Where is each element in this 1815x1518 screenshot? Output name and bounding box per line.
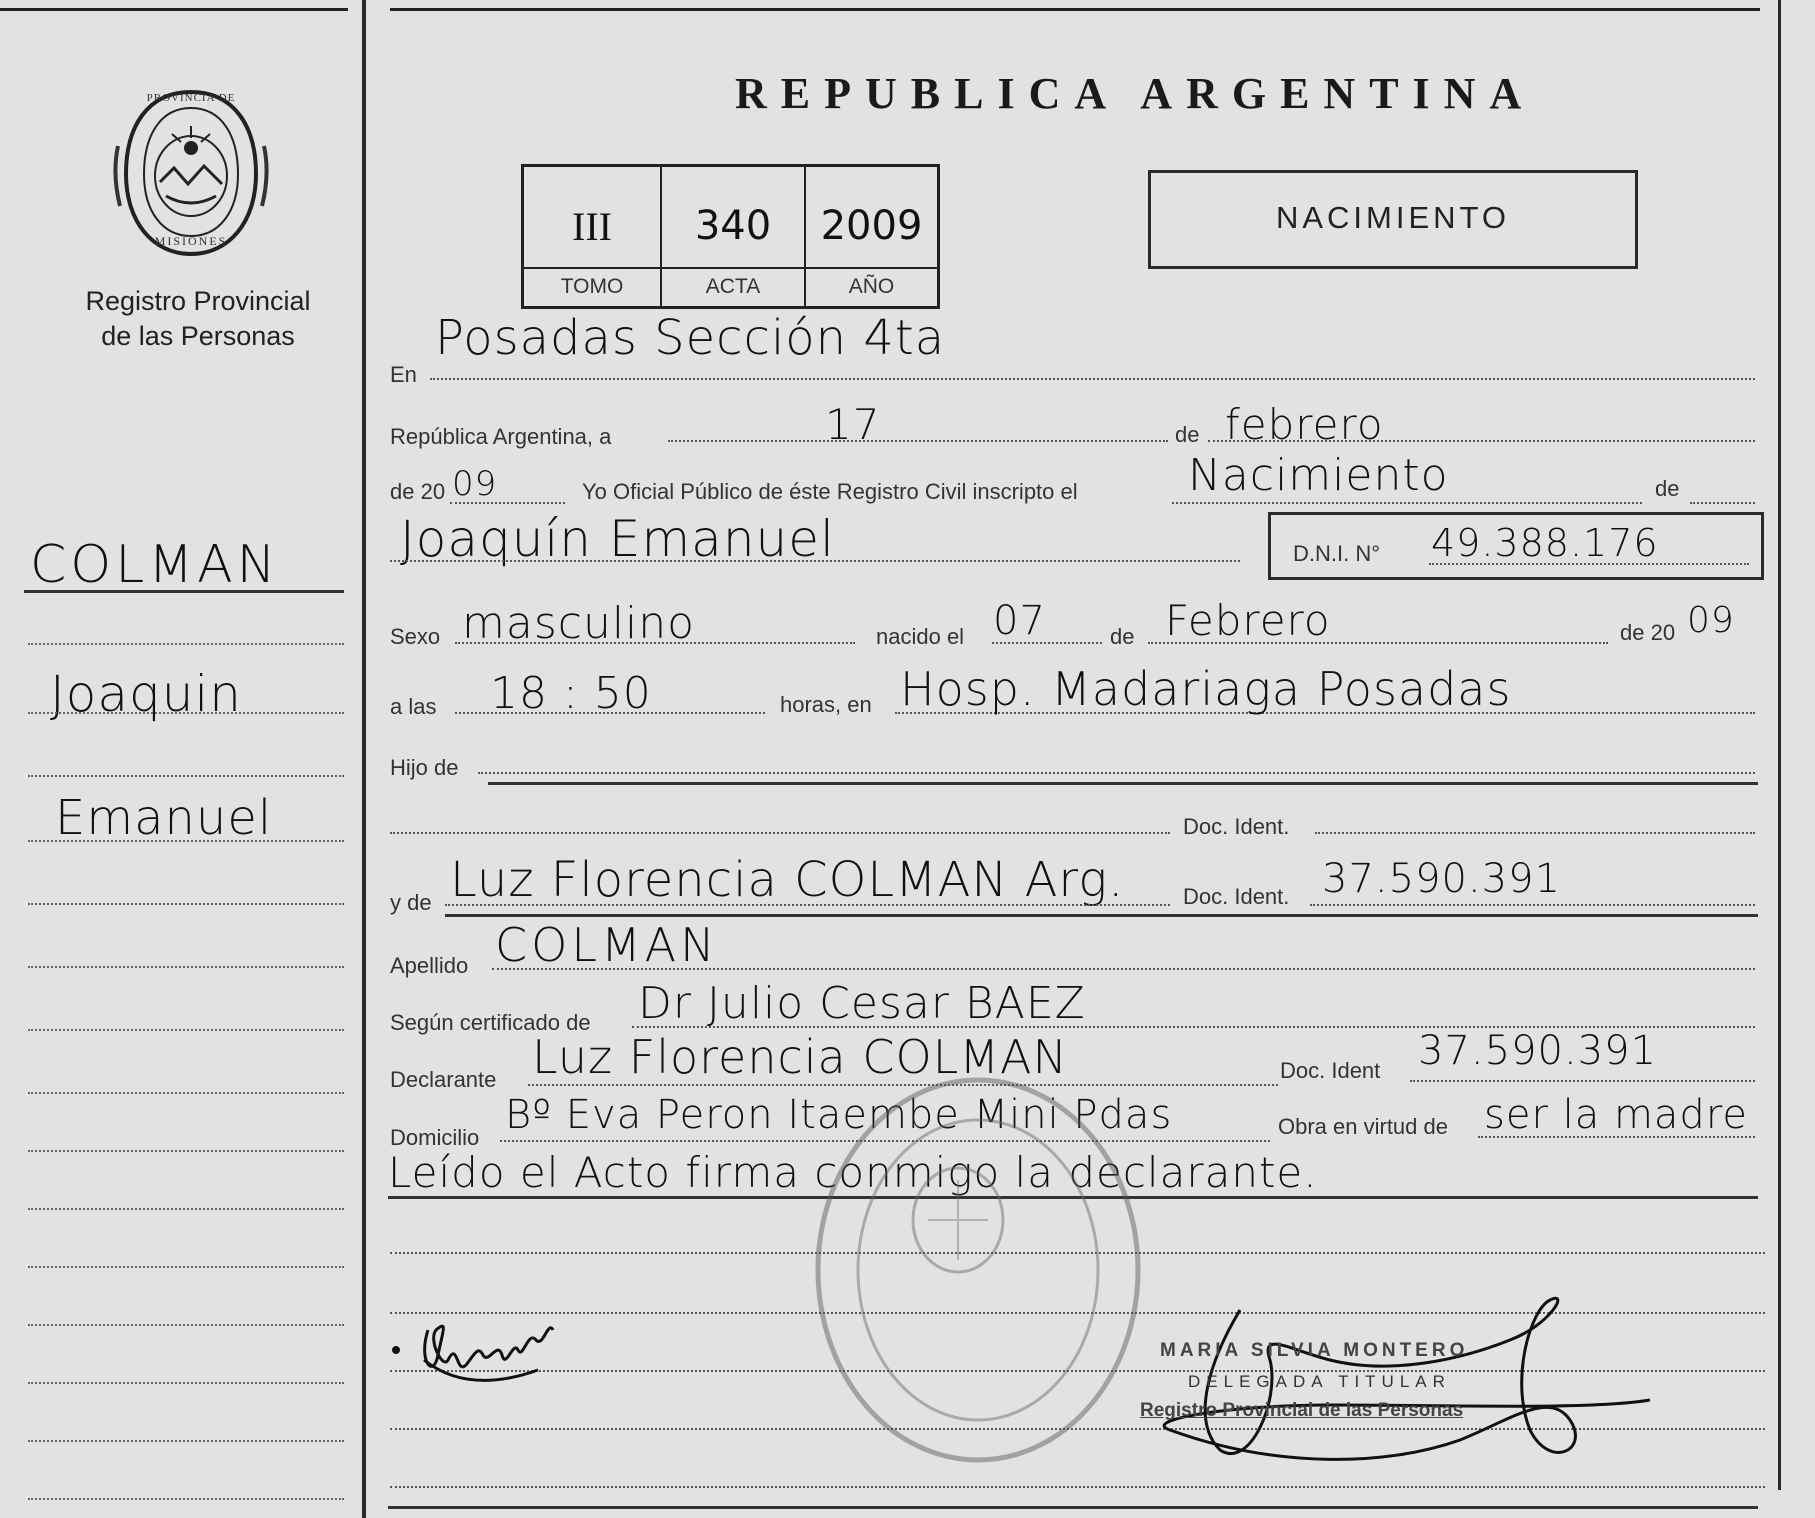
right-border <box>1778 0 1781 1490</box>
act-type-box: NACIMIENTO <box>1148 170 1638 269</box>
margin-line <box>28 1498 344 1500</box>
margin-line <box>28 712 344 714</box>
y-de-label: y de <box>390 890 432 915</box>
registry-box <box>521 164 940 309</box>
declarante-value: Luz Florencia COLMAN <box>532 1030 1068 1084</box>
bottom-border <box>388 1506 1758 1509</box>
country-title: REPUBLICA ARGENTINA <box>735 69 1536 118</box>
sexo-value: masculino <box>462 598 696 649</box>
de-20-label: de 20 <box>1620 620 1676 645</box>
margin-line <box>28 1382 344 1384</box>
margin-first-name: Joaquin <box>50 665 242 723</box>
anio-cell <box>806 167 937 306</box>
official-office-stamp: Registro Provincial de las Personas <box>1140 1400 1464 1421</box>
day-line <box>668 440 1168 442</box>
margin-line <box>28 966 344 968</box>
acto-tail-line <box>1690 502 1755 504</box>
oficial-text: Yo Oficial Público de éste Registro Civil inscripto el <box>582 479 1078 504</box>
margin-line <box>28 775 344 777</box>
republica-label: República Argentina, a <box>390 424 612 449</box>
margin-surname: COLMAN <box>30 535 280 595</box>
obra-value: ser la madre <box>1484 1092 1748 1138</box>
margin-surname-underline <box>24 590 344 593</box>
blank-line <box>390 1486 1765 1488</box>
year-prefix-label: de 20 <box>390 479 446 504</box>
de-label-3: de <box>1110 624 1135 649</box>
doc-ident-label-2: Doc. Ident. <box>1183 884 1290 909</box>
obra-line <box>1478 1136 1755 1138</box>
closing-text: Leído el Acto firma conmigo la declarante. <box>388 1148 1318 1197</box>
margin-line <box>28 1029 344 1031</box>
mother-value: Luz Florencia COLMAN Arg. <box>450 852 1125 908</box>
margin-line <box>28 1208 344 1210</box>
birth-day-line <box>992 642 1102 644</box>
margin-line <box>28 1266 344 1268</box>
margin-line <box>28 840 344 842</box>
doctor-value: Dr Julio Cesar BAEZ <box>638 978 1086 1029</box>
declarant-signature-icon <box>388 1300 588 1400</box>
margin-line <box>28 1324 344 1326</box>
column-divider <box>362 0 366 1518</box>
seal-text-top: PROVINCIA DE <box>146 92 236 104</box>
doc-ident-label-1: Doc. Ident. <box>1183 814 1290 839</box>
declarante-doc-line <box>1410 1080 1755 1082</box>
domicilio-label: Domicilio <box>390 1125 480 1150</box>
tomo-cell <box>524 167 662 306</box>
father-doc-line <box>1315 832 1755 834</box>
acta-value: 340 <box>694 203 772 249</box>
child-name-line <box>390 560 1240 562</box>
acta-label: ACTA <box>662 267 804 305</box>
anio-value: 2009 <box>820 203 923 249</box>
agency-name-line2: de las Personas <box>101 321 295 351</box>
de-label-2: de <box>1655 476 1680 501</box>
birth-place-value: Hosp. Madariaga Posadas <box>900 662 1512 716</box>
apellido-line <box>492 968 1755 970</box>
acto-line <box>1172 502 1642 504</box>
father-line <box>478 772 1755 774</box>
top-border-left <box>0 8 348 11</box>
doc-ident-label-3: Doc. Ident <box>1280 1058 1381 1083</box>
margin-line <box>28 1440 344 1442</box>
a-las-label: a las <box>390 694 437 719</box>
place-value: Posadas Sección 4ta <box>435 310 946 366</box>
margin-line <box>28 903 344 905</box>
year-suffix-value: 09 <box>452 464 498 504</box>
domicilio-value: Bº Eva Peron Itaembe Mini Pdas <box>505 1092 1173 1138</box>
dni-value: 49.388.176 <box>1431 521 1659 565</box>
birth-year-suffix-value: 09 <box>1687 600 1735 641</box>
mother-doc-line <box>1310 904 1755 906</box>
obra-label: Obra en virtud de <box>1278 1114 1448 1139</box>
father-name-line <box>390 832 1170 834</box>
anio-label: AÑO <box>806 267 937 305</box>
tomo-label: TOMO <box>524 267 660 305</box>
dni-label: D.N.I. N° <box>1293 541 1381 566</box>
dni-line <box>1429 563 1749 565</box>
day-value: 17 <box>825 400 881 449</box>
acto-value: Nacimiento <box>1188 450 1449 501</box>
agency-name-line1: Registro Provincial <box>85 286 311 316</box>
margin-line <box>28 643 344 645</box>
official-stamp-icon <box>808 1070 1148 1470</box>
apellido-value: COLMAN <box>495 918 719 972</box>
mother-line <box>445 904 1170 906</box>
official-title-stamp: DELEGADA TITULAR <box>1188 1372 1451 1391</box>
birth-time-value: 18 : 50 <box>490 668 652 719</box>
father-strike <box>488 782 1758 785</box>
declarante-doc-value: 37.590.391 <box>1418 1028 1658 1074</box>
tomo-value: III <box>572 204 612 249</box>
birth-month-value: Febrero <box>1165 596 1331 645</box>
mother-underline <box>445 914 1758 917</box>
seal-text-bottom: MISIONES <box>154 234 228 248</box>
birth-day-value: 07 <box>993 598 1046 644</box>
margin-line <box>28 1150 344 1152</box>
year-line <box>450 502 565 504</box>
horas-label: horas, en <box>780 692 872 717</box>
month-value: febrero <box>1225 400 1384 449</box>
de-label: de <box>1175 422 1200 447</box>
child-name-value: Joaquín Emanuel <box>400 510 835 568</box>
acta-cell <box>662 167 806 306</box>
dni-box <box>1268 512 1764 580</box>
segun-label: Según certificado de <box>390 1010 591 1035</box>
place-line <box>430 378 1755 380</box>
birth-month-line <box>1148 642 1608 644</box>
mother-doc-value: 37.590.391 <box>1322 856 1562 902</box>
hijo-label: Hijo de <box>390 755 459 780</box>
margin-second-name: Emanuel <box>55 790 273 846</box>
nacido-label: nacido el <box>876 624 965 649</box>
official-name-stamp: MARIA SILVIA MONTERO <box>1160 1340 1469 1361</box>
apellido-label: Apellido <box>390 953 469 978</box>
margin-line <box>28 1092 344 1094</box>
en-label: En <box>390 362 417 387</box>
top-border-right <box>390 8 1760 11</box>
declarante-label: Declarante <box>390 1067 497 1092</box>
sexo-label: Sexo <box>390 624 441 649</box>
